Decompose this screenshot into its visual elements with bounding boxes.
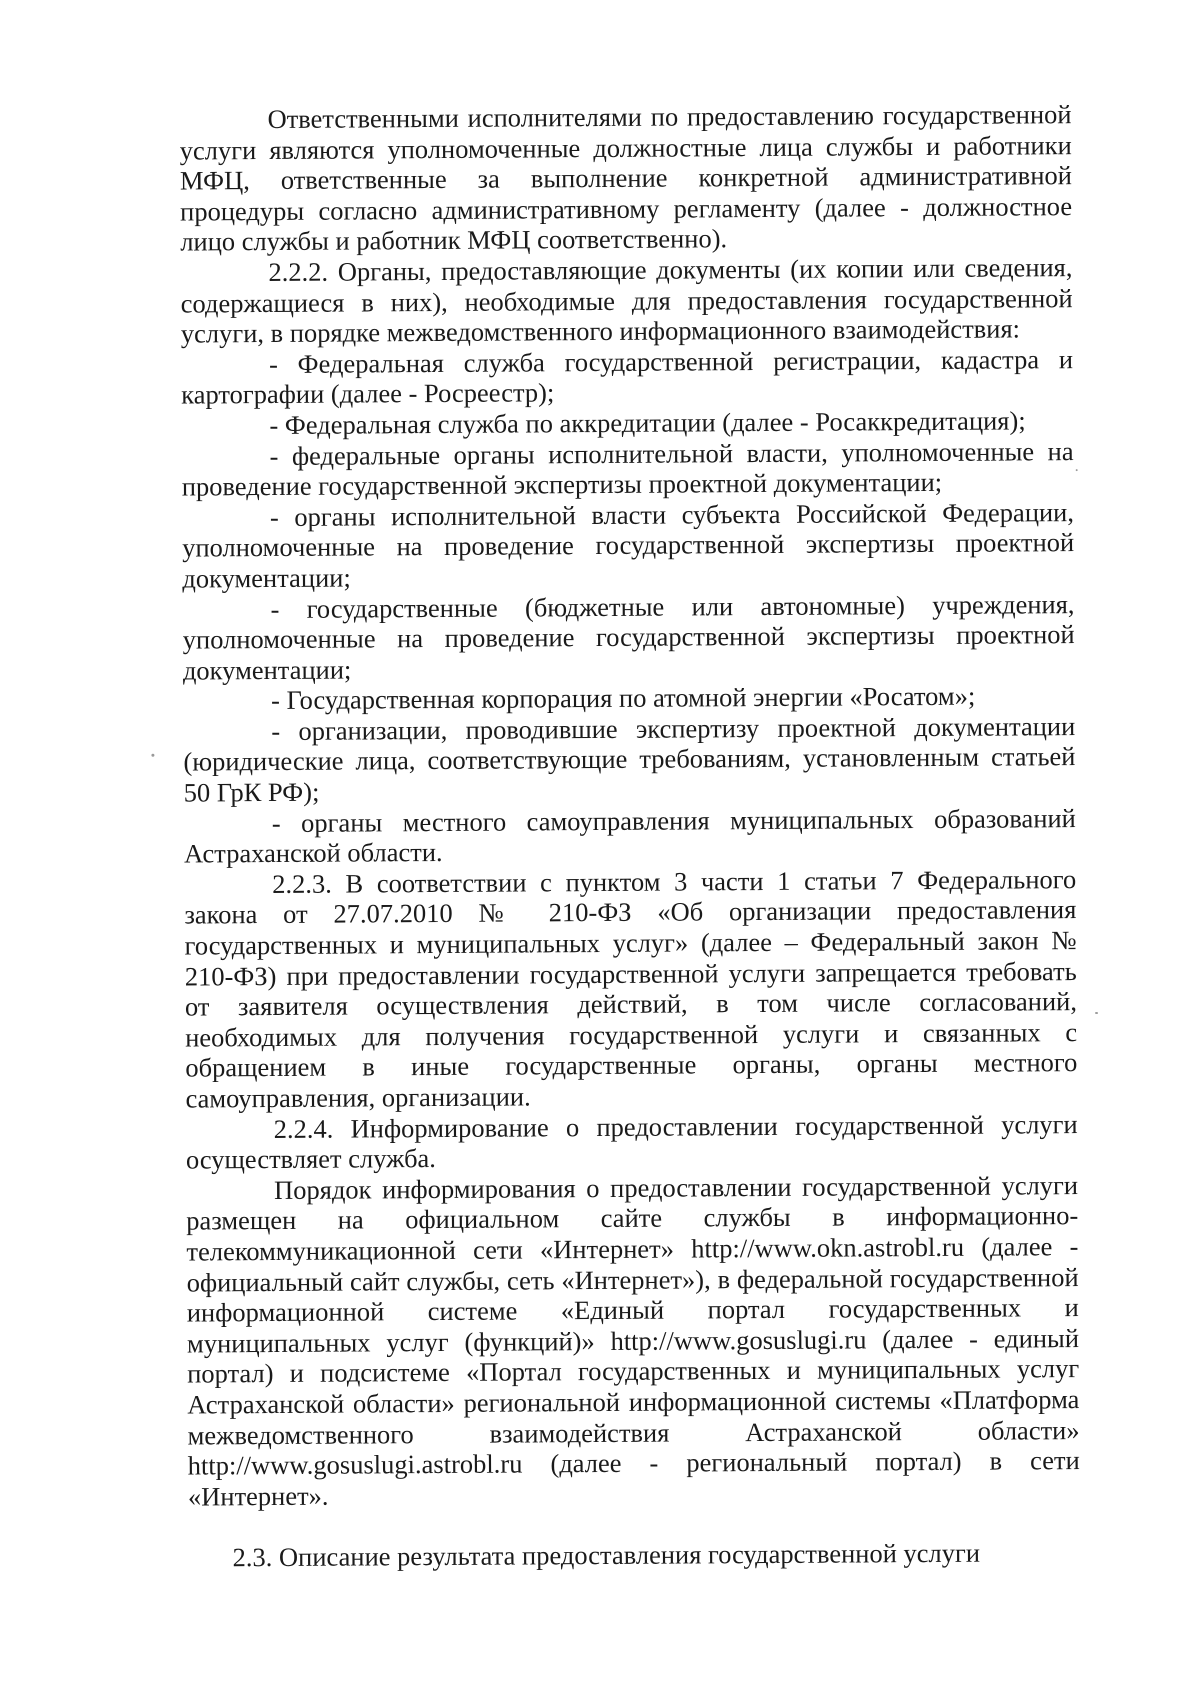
- paragraph-2-2-2: 2.2.2. Органы, предоставляющие документы (их копии или сведения, содержащиеся в них), необходимые для предоставления государственной услуги, в порядке межведомственного информационного взаимодействия:: [180, 252, 1073, 349]
- paragraph-2-2-4: 2.2.4. Информирование о предоставлении государственной услуги осуществляет служба.: [185, 1108, 1078, 1175]
- list-item-state-institutions: - государственные (бюджетные или автономные) учреждения, уполномоченные на проведение государственной экспертизы проектной документации;: [182, 588, 1075, 686]
- list-item-federal-bodies: - федеральные органы исполнительной власти, уполномоченные на проведение государственной экспертизы проектной документации;: [181, 435, 1074, 502]
- document-body: [179, 99, 1080, 1573]
- paragraph-responsible-executors: Ответственными исполнителями по предоставлению государственной услуги являются уполномоченные должностные лица службы и работники МФЦ, ответственные за выполнение конкретной административной процедуры согласно административному регламенту (далее - должностное лицо службы и работник МФЦ соответственно).: [179, 99, 1073, 257]
- scan-speck: [1095, 1012, 1098, 1014]
- list-item-local-government: - органы местного самоуправления муниципальных образований Астраханской области.: [183, 802, 1076, 869]
- list-item-rosatom: - Государственная корпорация по атомной энергии «Росатом»;: [270, 680, 976, 716]
- list-item-expert-organizations: - организации, проводившие экспертизу проектной документации (юридические лица, соответствующие требованиям, установленным статьей 50 ГрК РФ);: [183, 710, 1076, 808]
- list-item-rosaccreditation: - Федеральная служба по аккредитации (далее - Росаккредитация);: [269, 405, 1026, 440]
- scan-speck: [1076, 469, 1078, 471]
- list-item-rosreestr: - Федеральная служба государственной регистрации, кадастра и картографии (далее - Росреестр);: [181, 343, 1074, 410]
- list-item-regional-bodies: - органы исполнительной власти субъекта Российской Федерации, уполномоченные на проведение государственной экспертизы проектной документации;: [182, 496, 1075, 594]
- section-heading-2-3: 2.3. Описание результата предоставления государственной услуги: [232, 1538, 981, 1573]
- scan-speck: [151, 754, 154, 757]
- paragraph-2-2-3: 2.2.3. В соответствии с пунктом 3 части 1 статьи 7 Федерального закона от 27.07.2010 № 210-ФЗ «Об организации предоставления государственных и муниципальных услуг» (далее – Федеральный закон № 210-ФЗ) при предоставлении государственной услуги запрещается требовать от заявителя осуществления действий, в том числе согласований, необходимых для получения государственной услуги и связанных с обращением в иные государственные органы, органы местного самоуправления, организации.: [184, 863, 1078, 1114]
- paragraph-information-procedure: Порядок информирования о предоставлении государственной услуги размещен на официальном сайте службы в информационно-телекоммуникационной сети «Интернет» http://www.okn.astrobl.ru (далее - официальный сайт службы, сеть «Интернет»), в федеральной государственной информационной системе «Единый портал государственных и муниципальных услуг (функций)» http://www.gosuslugi.ru (далее - единый портал) и подсистеме «Портал государственных и муниципальных услуг Астраханской области» региональной информационной системы «Платформа межведомственного взаимодействия Астраханской области» http://www.gosuslugi.astrobl.ru (далее - региональный портал) в сети «Интернет».: [186, 1169, 1080, 1512]
